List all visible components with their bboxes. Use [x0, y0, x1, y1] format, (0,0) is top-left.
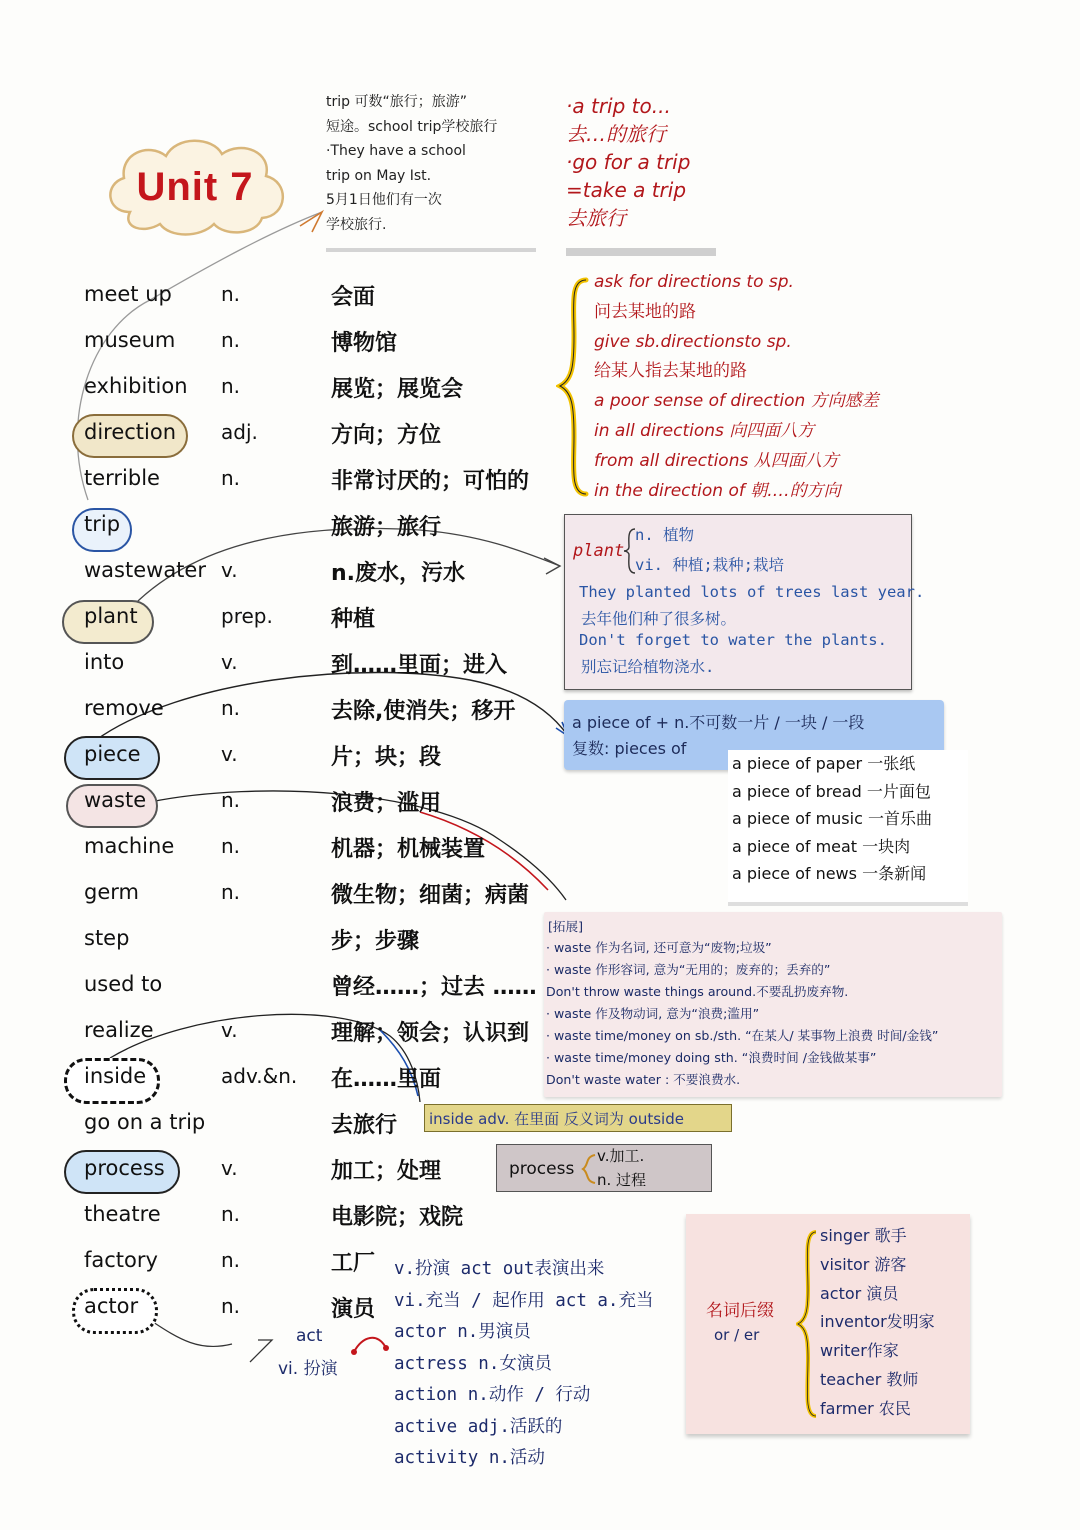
vocab-meaning: 在……里面	[331, 1067, 442, 1092]
vocab-row	[0, 644, 560, 690]
act-word: act	[296, 1326, 323, 1346]
direction-note-line: give sb.directionsto sp.	[594, 331, 792, 352]
piece-example: a piece of music 一首乐曲	[732, 809, 932, 829]
suffix-example: inventor发明家	[820, 1312, 935, 1332]
vocab-word: theatre	[84, 1202, 161, 1226]
vocab-word: go on a trip	[84, 1110, 206, 1134]
vocab-meaning: 展览；展览会	[331, 377, 464, 402]
process-brace-icon	[581, 1153, 597, 1185]
direction-note-line: 给某人指去某地的路	[594, 361, 747, 382]
vocab-row	[0, 920, 560, 966]
vocab-word: machine	[84, 834, 175, 858]
vocab-row	[0, 874, 560, 920]
vocab-pos: n.	[221, 834, 241, 858]
vocab-word: trip	[84, 512, 121, 536]
direction-note-line: a poor sense of direction 方向感差	[594, 391, 879, 412]
vocab-row	[0, 598, 560, 644]
vocab-meaning: 浪费；滥用	[331, 791, 442, 816]
vocab-word: inside	[84, 1064, 147, 1088]
vocab-word: into	[84, 650, 125, 674]
vocab-word: germ	[84, 880, 139, 904]
vocab-row	[0, 506, 560, 552]
vocab-row	[0, 828, 560, 874]
act-note-line: activity n.活动	[394, 1448, 545, 1468]
vocab-meaning: 去除,使消失；移开	[331, 699, 516, 724]
vocab-meaning: 电影院；戏院	[331, 1205, 464, 1230]
vocab-pos: n.	[221, 1202, 241, 1226]
vocab-word: remove	[84, 696, 164, 720]
vocab-pos: v.	[221, 742, 238, 766]
process-verb: v.加工.	[597, 1147, 645, 1165]
direction-note-line: in the direction of 朝.…的方向	[594, 480, 841, 501]
plant-card-head: plant	[573, 541, 625, 561]
actor-connector-arrow	[250, 1340, 272, 1362]
piece-examples	[728, 750, 968, 906]
vocab-pos: adj.	[221, 420, 258, 444]
trip-phrases-card	[566, 92, 716, 256]
act-note-line: action n.动作 / 行动	[394, 1385, 591, 1405]
suffix-brace-icon	[796, 1230, 818, 1418]
vocab-word: meet up	[84, 282, 172, 306]
vocab-meaning: 旅游；旅行	[331, 515, 442, 540]
act-arc-dot-right	[383, 1345, 389, 1351]
waste-line: · waste time/money doing sth. “浪费时间 /金钱做某事”	[546, 1050, 877, 1065]
vocab-word: step	[84, 926, 130, 950]
vocab-word: waste	[84, 788, 147, 812]
plant-verb: vi. 种植;栽种;栽培	[635, 556, 784, 574]
suffix-example: actor 演员	[820, 1283, 899, 1303]
plant-card	[564, 514, 925, 690]
waste-line: [拓展]	[548, 919, 584, 934]
vocab-meaning: 机器；机械装置	[331, 837, 486, 862]
vocab-pos: v.	[221, 558, 238, 582]
vocab-pos: v.	[221, 1018, 238, 1042]
plant-example-zh: 去年他们种了很多树。	[581, 610, 737, 628]
vocab-row	[0, 736, 560, 782]
piece-plural: 复数: pieces of	[572, 739, 687, 758]
vocab-word: actor	[84, 1294, 139, 1318]
trip-connector-arrow	[300, 212, 322, 232]
vocab-meaning: 种植	[331, 607, 376, 632]
vocab-meaning: 片；块；段	[331, 745, 442, 770]
act-arc-dot-left	[351, 1349, 357, 1355]
process-word: process	[509, 1159, 575, 1179]
vocab-row	[0, 552, 560, 598]
suffix-example: teacher 教师	[820, 1369, 919, 1389]
vocab-row	[0, 368, 560, 414]
vocab-meaning: 到……里面；进入	[331, 653, 508, 678]
vocab-word: realize	[84, 1018, 154, 1042]
suffix-example: writer作家	[820, 1341, 899, 1361]
vocab-meaning: 方向；方位	[331, 423, 442, 448]
direction-note-line: 问去某地的路	[594, 301, 696, 322]
vocab-meaning: 演员	[331, 1297, 376, 1322]
vocab-word: museum	[84, 328, 176, 352]
plant-noun: n. 植物	[635, 526, 694, 544]
inside-card: inside adv. 在里面 反义词为 outside	[424, 1104, 732, 1132]
vocab-meaning: 非常讨厌的；可怕的	[331, 469, 530, 494]
vocab-pos: n.	[221, 374, 241, 398]
act-arc	[354, 1338, 386, 1352]
vocab-word: plant	[84, 604, 138, 628]
plant-example-zh: 别忘记给植物浇水.	[581, 658, 715, 676]
vocab-word: piece	[84, 742, 141, 766]
unit-title-cloud	[100, 132, 290, 242]
direction-note-line: ask for directions to sp.	[594, 272, 794, 292]
trip-phrase-line: 去旅行	[566, 206, 626, 230]
suffix-card	[686, 1214, 970, 1434]
process-noun: n. 过程	[597, 1171, 647, 1189]
piece-example: a piece of bread 一片面包	[732, 781, 931, 801]
vocab-meaning: 步；步骤	[331, 929, 420, 954]
vocab-pos: n.	[221, 788, 241, 812]
act-note-line: actress n.女演员	[394, 1353, 552, 1374]
vocab-meaning: 工厂	[331, 1251, 376, 1276]
vocab-meaning: 理解；领会；认识到	[331, 1021, 530, 1046]
suffix-example: farmer 农民	[820, 1398, 911, 1418]
waste-line: · waste 作为名词, 还可意为“废物;垃圾”	[546, 940, 772, 955]
vocab-pos: n.	[221, 282, 241, 306]
trip-note-line: ·They have a school	[326, 143, 466, 159]
vocab-meaning: 博物馆	[331, 331, 398, 356]
direction-note-line: in all directions 向四面八方	[594, 420, 815, 441]
vocab-word: factory	[84, 1248, 158, 1272]
direction-notes	[594, 268, 924, 506]
suffix-example: singer 歌手	[820, 1226, 907, 1245]
vocab-meaning: 曾经……；过去 ……	[331, 975, 537, 1000]
trip-note-line: 5月1日他们有一次	[326, 192, 442, 208]
waste-line: Don't throw waste things around.不要乱扔废弃物.	[546, 984, 849, 999]
vocab-meaning: n.废水，污水	[331, 561, 466, 586]
plant-example: Don't forget to water the plants.	[579, 631, 887, 649]
waste-line: · waste 作形容词, 意为“无用的；废弃的；丢弃的”	[546, 962, 831, 977]
waste-line: · waste 作及物动词, 意为“浪费;滥用”	[546, 1006, 760, 1021]
plant-example: They planted lots of trees last year.	[579, 583, 925, 601]
suffix-type: or / er	[714, 1326, 760, 1344]
trip-note-line: trip 可数“旅行；旅游”	[326, 94, 467, 110]
process-card	[496, 1144, 712, 1192]
act-note-line: v.扮演 act out表演出来	[394, 1259, 605, 1279]
vocab-pos: n.	[221, 328, 241, 352]
vocab-row	[0, 276, 560, 322]
vocab-meaning: 微生物；细菌；病菌	[331, 883, 530, 908]
vocab-pos: v.	[221, 1156, 238, 1180]
trip-phrase-line: ·go for a trip	[566, 150, 691, 174]
yellow-brace	[556, 276, 592, 498]
trip-note-line: trip on May Ist.	[326, 167, 432, 184]
vocab-meaning: 会面	[331, 285, 376, 310]
act-verb-meaning: vi. 扮演	[278, 1359, 338, 1379]
trip-phrase-line: =take a trip	[566, 178, 687, 202]
vocab-pos: v.	[221, 650, 238, 674]
vocab-row	[0, 414, 560, 460]
piece-example: a piece of paper 一张纸	[732, 754, 916, 773]
piece-rule: a piece of + n.不可数一片 / 一块 / 一段	[572, 713, 865, 732]
vocab-pos: n.	[221, 880, 241, 904]
vocab-pos: prep.	[221, 604, 273, 628]
suffix-example-list	[820, 1222, 935, 1424]
vocab-row	[0, 966, 560, 1012]
vocab-meaning: 加工；处理	[331, 1159, 442, 1184]
vocab-pos: adv.&n.	[221, 1064, 298, 1088]
act-note-line: vi.充当 / 起作用 act a.充当	[394, 1290, 654, 1311]
suffix-example: visitor 游客	[820, 1254, 907, 1274]
vocab-pos: n.	[221, 466, 241, 490]
trip-note-line: 短途。school trip学校旅行	[326, 118, 498, 135]
waste-line: Don't waste water : 不要浪费水.	[546, 1072, 741, 1087]
vocab-row	[0, 1196, 560, 1242]
direction-note-line: from all directions 从四面八方	[594, 450, 839, 471]
vocab-word: direction	[84, 420, 177, 444]
piece-example: a piece of news 一条新闻	[732, 864, 927, 884]
vocab-word: process	[84, 1156, 165, 1180]
suffix-label: 名词后缀	[706, 1301, 774, 1321]
unit-title: Unit 7	[136, 164, 254, 209]
vocab-row	[0, 1058, 560, 1104]
trip-note-card	[326, 90, 536, 252]
trip-note-line: 学校旅行.	[326, 216, 387, 233]
trip-phrase-line: ·a trip to...	[566, 94, 671, 118]
act-note-line: active adj.活跃的	[394, 1416, 563, 1437]
vocab-row	[0, 690, 560, 736]
vocab-row	[0, 1150, 560, 1196]
trip-phrase-line: 去…的旅行	[566, 122, 666, 146]
vocab-word: wastewater	[84, 558, 206, 582]
vocab-word: terrible	[84, 466, 160, 490]
vocab-pos: n.	[221, 696, 241, 720]
act-notes	[394, 1254, 684, 1475]
waste-extension-card	[544, 912, 1002, 1097]
vocab-row	[0, 322, 560, 368]
vocab-word: exhibition	[84, 374, 188, 398]
waste-line: · waste time/money on sb./sth. “在某人/ 某事物上浪费 时间/金钱”	[546, 1028, 939, 1043]
vocab-word: used to	[84, 972, 163, 996]
vocab-pos: n.	[221, 1294, 241, 1318]
act-note-line: actor n.男演员	[394, 1322, 531, 1342]
vocab-meaning: 去旅行	[331, 1113, 398, 1138]
vocab-row	[0, 460, 560, 506]
vocab-row	[0, 1012, 560, 1058]
vocab-pos: n.	[221, 1248, 241, 1272]
piece-example: a piece of meat 一块肉	[732, 836, 911, 856]
vocab-row	[0, 782, 560, 828]
